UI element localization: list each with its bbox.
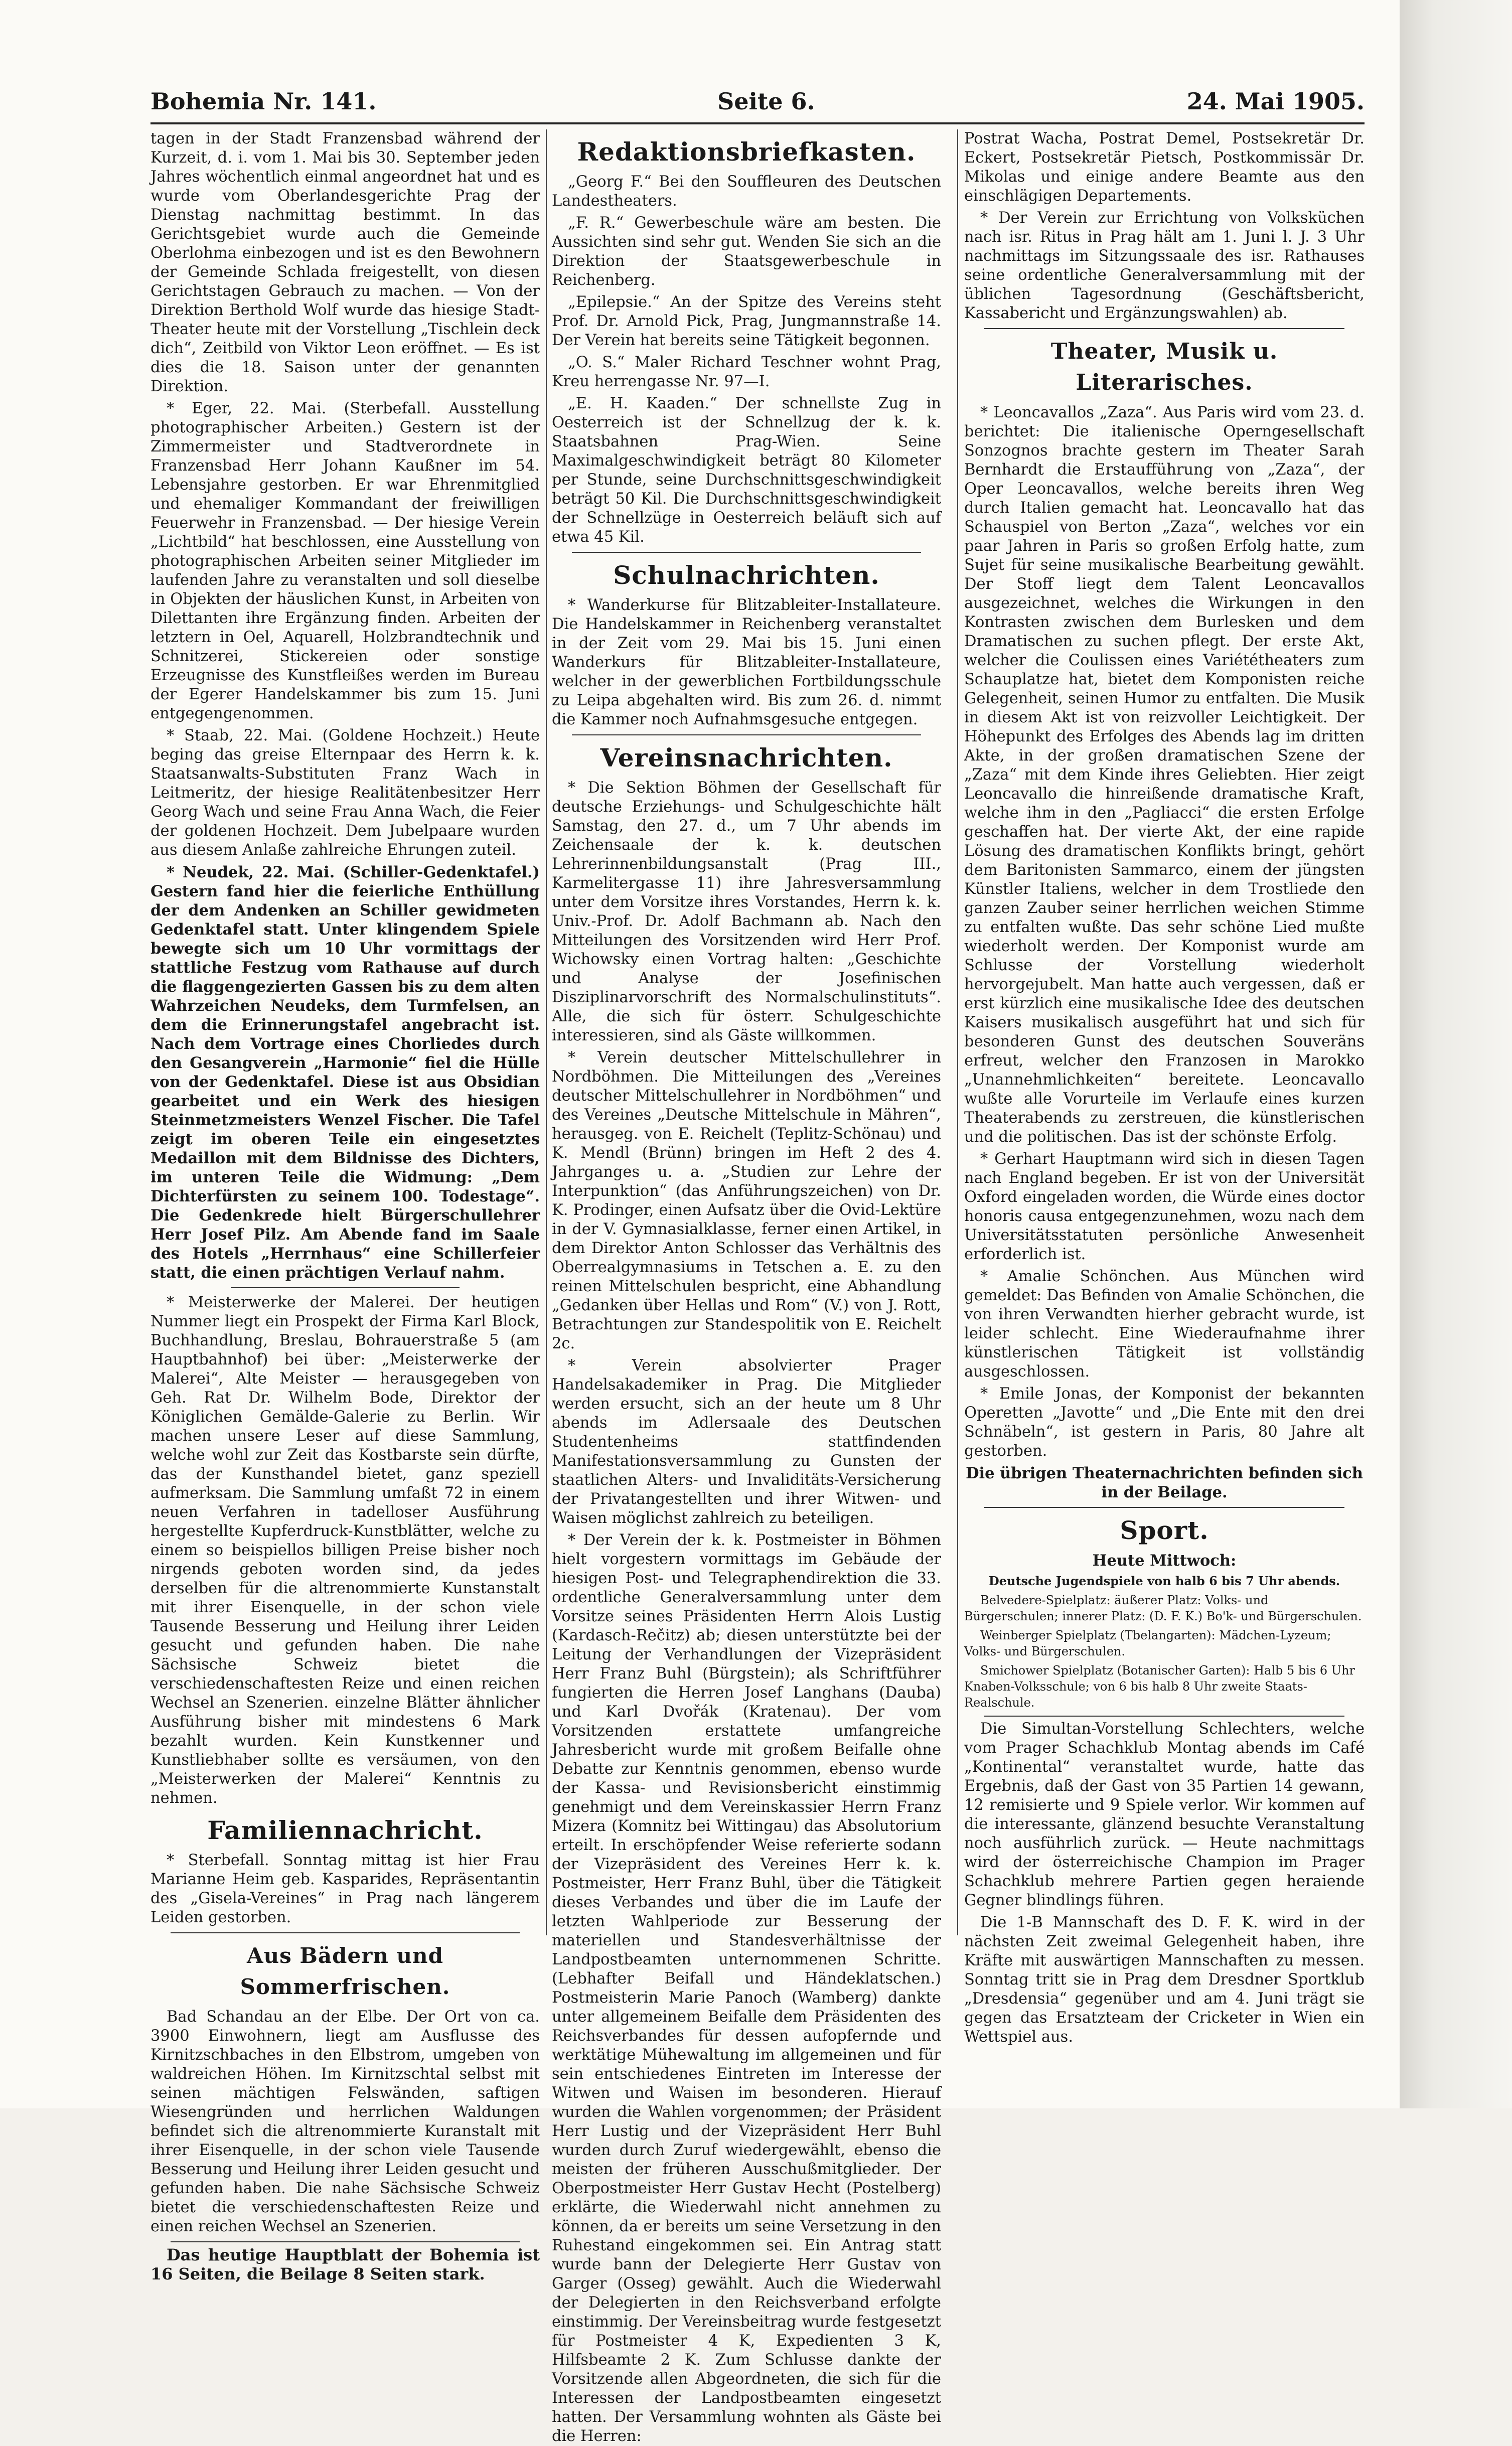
article-dfk: Die 1-B Mannschaft des D. F. K. wird in der nächsten Zeit zweimal Gelegenheit haben, ihre Kräfte mit auswärtigen Mannschaften zu messen. Sonntag tritt sie in Prag dem Dresdner Sportklub „Dresdensia“ gegenüber und am 4. Juni trägt sie gegen das Ersatzteam der Cricketer in Wien ein Wettspiel aus. (964, 1914, 1365, 2046)
sport-listing: Deutsche Jugendspiele von halb 6 bis 7 Uhr abends. (988, 1574, 1340, 1588)
column-1 (150, 129, 540, 2283)
article-schoenchen: * Amalie Schönchen. Aus München wird gemeldet: Das Befinden von Amalie Schönchen, die von ihren Verwandten hierher gebracht wurde, ist leider schlecht. Eine Wiederaufnahme ihrer künstlerischen Tätigkeit ist vollständig ausgeschlossen. (964, 1268, 1365, 1381)
article-neudek: * Neudek, 22. Mai. (Schiller-Gedenktafel.) Gestern fand hier die feierliche Enthüllung der dem Andenken an Schiller gewidmeten Gedenktafel statt. Unter klingendem Spiele bewegte sich um 10 Uhr vormittags der stattliche Festzug vom Rathause auf durch die flaggengezierten Gassen bis zu dem alten Wahrzeichen Neudeks, dem Turmfelsen, an dem die Erinnerungstafel angebracht ist. Nach dem Vortrage eines Chorliedes durch den Gesangverein „Harmonie“ fiel die Hülle von der Gedenktafel. Diese ist aus Obsidian gearbeitet und ein Werk des hiesigen Steinmetzmeisters Wenzel Fischer. Die Tafel zeigt im oberen Teile ein eingesetztes Medaillon mit dem Bildnisse des Dichters, im unteren Teile die Widmung: „Dem Dichterfürsten zu seinem 100. Todestage“. Die Gedenkrede hielt Bürgerschullehrer Herr Josef Pilz. Am Abende fand im Saale des Hotels „Herrnhaus“ eine Schillerfeier statt, die einen prächtigen Verlauf nahm. (150, 863, 540, 1282)
letter-reply: „E. H. Kaaden.“ Der schnellste Zug in Oesterreich ist der Schnellzug der k. k. Staatsbahnen Prag-Wien. Seine Maximalgeschwindigkeit beträgt 80 Kilometer per Stunde, seine Durchschnittsgeschwindigkeit beträgt 50 Kil. Die Durchschnittsgeschwindigkeit der Schnellzüge in Oesterreich beläuft sich auf etwa 45 Kil. (552, 395, 941, 546)
section-heading-theater: Theater, Musik u. Literarisches. (1050, 339, 1278, 395)
letter-reply: „F. R.“ Gewerbeschule wäre am besten. Die Aussichten sind sehr gut. Wenden Sie sich an die Direktion der Staatsgewerbeschule in Reichenberg. (552, 214, 941, 289)
section-heading-schulnachrichten: Schulnachrichten. (613, 560, 880, 590)
page-count-notice: Das heutige Hauptblatt der Bohemia ist 16 Seiten, die Beilage 8 Seiten stark. (150, 2245, 540, 2283)
page-edge-shadow (1400, 0, 1512, 2108)
letter-reply: „Epilepsie.“ An der Spitze des Vereins steht Prof. Dr. Arnold Pick, Prag, Jungmannstraße 14. Der Verein hat bereits seine Tätigkeit begonnen. (552, 293, 941, 349)
letter-reply: „O. S.“ Maler Richard Teschner wohnt Prag, Kreu herrengasse Nr. 97—I. (552, 354, 941, 390)
sport-listing: Smichower Spielplatz (Botanischer Garten): Halb 5 bis 6 Uhr Knaben-Volksschule; von 6 bis halb 8 Uhr zweite Staats-Realschule. (964, 1663, 1355, 1710)
section-heading-baeder: Aus Bädern und Sommerfrischen. (240, 1943, 450, 1999)
article-handelsakademiker: * Verein absolvierter Prager Handelsakademiker in Prag. Die Mitglieder werden ersucht, sich an der heute um 8 Uhr abends im Adlersaale des Deutschen Studentenheims stattfindenden Manifestationsversammlung zu Gunsten der staatlichen Alters- und Invaliditäts-Versicherung der Privatangestellten und ihrer Witwen- und Waisen möglichst zahlreich zu beteiligen. (552, 1357, 941, 1527)
article-jonas: * Emile Jonas, der Komponist der bekannten Operetten „Javotte“ und „Die Ente mit den drei Schnäbeln“, ist gestern in Paris, 80 Jahre alt gestorben. (964, 1385, 1365, 1460)
article-text: Postrat Wacha, Postrat Demel, Postsekretär Dr. Eckert, Postsekretär Pietsch, Postkommissär Dr. Mikolas und einige andere Beamte aus den einschlägigen Departements. (964, 130, 1365, 205)
article-wanderkurse: * Wanderkurse für Blitzableiter-Installateure. Die Handelskammer in Reichenberg veranstaltet in der Zeit vom 29. Mai bis 15. Juni einen Wanderkurs für Blitzableiter-Installateure, welcher in der gewerblichen Fortbildungsschule zu Leipa abgehalten wird. Bis zum 26. d. nimmt die Kammer noch Aufnahmsgesuche entgegen. (552, 596, 941, 728)
divider (572, 734, 921, 735)
section-heading-vereinsnachrichten: Vereinsnachrichten. (600, 743, 893, 773)
article-bad-schandau: Bad Schandau an der Elbe. Der Ort von ca. 3900 Einwohnern, liegt am Ausflusse des Kirnitzschbaches in den Elbstrom, umgeben von waldreichen Höhen. Im Kirnitzschtal selbst mit seinen mächtigen Felswänden, saftigen Wiesengründen und herrlichen Waldungen befindet sich die altrenommierte Kuranstalt mit ihrer Eisenquelle, in der schon viele Tausende Besserung und Heilung ihrer Leiden gesucht und gefunden haben. Die nahe Sächsische Schweiz bietet die verschiedenschaftesten Reize und einen reichen Wechsel an Szenerien. (150, 2008, 540, 2235)
divider (984, 1507, 1344, 1508)
section-heading-redaktionsbriefkasten: Redaktionsbriefkasten. (577, 137, 916, 167)
article-simultan: Die Simultan-Vorstellung Schlechters, welche vom Prager Schachklub Montag abends im Café „Kontinental“ veranstaltet wurde, hatte das Ergebnis, daß der Gast von 35 Partien 14 gewann, 12 remisierte und 9 Spiele verlor. Wir kommen auf die interessante, glänzend besuchte Veranstaltung noch ausführlich zurück. — Heute nachmittags wird der österreichische Champion im Prager Schachklub mehrere Partien gegen heraiende Gegner blindlings führen. (964, 1720, 1365, 1909)
article-eger: * Eger, 22. Mai. (Sterbefall. Ausstellung photographischer Arbeiten.) Gestern ist der Zimmermeister und Stadtverordnete in Franzensbad Herr Johann Kaußner im 54. Lebensjahre gestorben. Er war Ehrenmitglied und ehemaliger Kommandant der freiwilligen Feuerwehr in Franzensbad. — Der hiesige Verein „Lichtbild“ hat beschlossen, eine Ausstellung von photographischen Arbeiten seiner Mitglieder im laufenden Jahre zu veranstalten und soll dieselbe in Objekten der häuslichen Kunst, in Arbeiten von Dilettanten ihre Ergänzung finden. Arbeiten der letztern in Oel, Aquarell, Holzbrandtechnik und Schnitzerei, Stickereien oder sonstige Erzeugnisse des Kunstfleißes werden im Bureau der Egerer Handelskammer bis zum 15. Juni entgegengenommen. (150, 400, 540, 722)
section-heading-familiennachricht: Familiennachricht. (207, 1815, 483, 1845)
theater-notice: Die übrigen Theaternachrichten befinden sich in der Beilage. (966, 1464, 1363, 1501)
article-hauptmann: * Gerhart Hauptmann wird sich in diesen Tagen nach England begeben. Er ist von der Universität Oxford eingeladen worden, die Würde eines doctor honoris causa entgegenzunehmen, wozu nach dem Universitätsstatuten persönliche Anwesenheit erforderlich ist. (964, 1150, 1365, 1263)
article-mittelschullehrer: * Verein deutscher Mittelschullehrer in Nordböhmen. Die Mitteilungen des „Vereines deutscher Mittelschullehrer in Nordböhmen“ und des Vereines „Deutsche Mittelschule in Mähren“, herausgeg. von E. Reichelt (Teplitz-Schönau) und K. Mendl (Brünn) bringen im Heft 2 des 4. Jahrganges u. a. „Studien zur Lehre der Interpunktion“ (das Anführungszeichen) von Dr. K. Prodinger, einen Aufsatz über die Ovid-Lektüre in der V. Gymnasialklasse, ferner einen Artikel, in dem Direktor Anton Schlosser das Verhältnis des Oberrealgymnasiums in Tetschen a. E. zu den reinen Mittelschulen bespricht, eine Abhandlung „Gedanken über Hellas und Rom“ (V.) von J. Rott, Betrachtungen zur Standespolitik von E. Reichelt 2c. (552, 1049, 941, 1352)
divider (171, 2241, 520, 2242)
divider (231, 1287, 460, 1288)
divider (984, 328, 1344, 329)
letter-reply: „Georg F.“ Bei den Souffleuren des Deutschen Landestheaters. (552, 173, 941, 210)
divider (171, 1932, 520, 1933)
article-sterbefall: * Sterbefall. Sonntag mittag ist hier Frau Marianne Heim geb. Kasparides, Repräsentantin des „Gisela-Vereines“ in Prag nach längerem Leiden gestorben. (150, 1852, 540, 1926)
article-staab: * Staab, 22. Mai. (Goldene Hochzeit.) Heute beging das greise Elternpaar des Herrn k. k. Staatsanwalts-Substituten Franz Wach in Leitmeritz, der hiesige Realitätenbesitzer Herr Georg Wach und seine Frau Anna Wach, die Feier der goldenen Hochzeit. Dem Jubelpaare wurden aus diesem Anlaße zahlreiche Ehrungen zuteil. (150, 727, 540, 859)
header-date: 24. Mai 1905. (1186, 88, 1365, 115)
divider (572, 552, 921, 553)
header-publication: Bohemia Nr. 141. (150, 88, 377, 115)
article-text: tagen in der Stadt Franzensbad während der Kurzeit, d. i. vom 1. Mai bis 30. September jeden Jahres wöchentlich einmal angeordnet hat und es wurde vom Oberlandesgerichte Prag der Dienstag nachmittag bestimmt. In das Gerichtsgebiet wurde auch die Gemeinde Oberlohma einbezogen und ist es den Bewohnern der Gemeinde Schlada freigestellt, von diesen Gerichtstagen Gebrauch zu machen. — Von der Direktion Berthold Wolf wurde das hiesige Stadt-Theater heute mit der Vorstellung „Tischlein deck dich“, Zeitbild von Viktor Leon eröffnet. — Es ist dies die 18. Saison unter der genannten Direktion. (150, 130, 540, 395)
column-3 (964, 129, 1365, 2096)
sport-subheading: Heute Mittwoch: (1092, 1552, 1237, 1570)
column-divider (957, 129, 958, 1935)
article-postmeister: * Der Verein der k. k. Postmeister in Böhmen hielt vorgestern vormittags im Gebäude der hiesigen Post- und Telegraphendirektion die 33. ordentliche Generalversammlung unter dem Vorsitze seines Präsidenten Herrn Alois Lustig (Kardasch-Rečitz) ab; diesen unterstützte bei der Leitung der Verhandlungen der Vizepräsident Herr Franz Buhl (Bürgstein); als Schriftführer fungierten die Herren Josef Langhans (Dauba) und Karl Dvořák (Kratenau). Der vom Vorsitzenden erstattete umfangreiche Jahresbericht wurde mit großem Beifalle ohne Debatte zur Kenntnis genommen, ebenso wurde der Kassa- und Revisionsbericht einstimmig genehmigt und dem Vereinskassier Herrn Franz Mizera (Komnitz bei Wittingau) das Absolutorium erteilt. In erschöpfender Weise referierte sodann der Vizepräsident des Vereines Herr k. k. Postmeister, Herr Franz Buhl, über die Tätigkeit dieses Verbandes und über die im Laufe der letzten Wahlperiode zur Besserung der materiellen und Standesverhältnisse der Landpostbeamten unternommenen Schritte. (Lebhafter Beifall und Händeklatschen.) Postmeisterin Marie Panoch (Wamberg) dankte unter allgemeinem Beifalle dem Präsidenten des Reichsverbandes für dessen aufopfernde und werktätige Mühewaltung im allgemeinen und für sein entschiedenes Eintreten im Interesse der Witwen und Waisen im besonderen. Hierauf wurden die Wahlen vorgenommen; der Präsident Herr Lustig und der Vizepräsident Herr Buhl wurden durch Zuruf wiedergewählt, ebenso die meisten der früheren Ausschußmitglieder. Der Oberpostmeister Herr Gustav Hecht (Postelberg) erklärte, die Wiederwahl nicht annehmen zu können, da er bereits um seine Versetzung in den Ruhestand eingekommen sei. Ein Antrag statt wurde bann der Delegierte Herr Gustav von Garger (Osseg) gewählt. Auch die Wiederwahl der Delegierten in den Reichsverband erfolgte einstimmig. Der Vereinsbeitrag wurde festgesetzt für Postmeister 4 K, Expedienten 3 K, Hilfsbeamte 2 K. Zum Schlusse dankte der Vorsitzende allen Abgeordneten, die sich für die Interessen der Landpostbeamten eingesetzt hatten. Der Versammlung wohnten als Gäste bei die Herren: (552, 1532, 941, 2445)
header-page-number: Seite 6. (717, 88, 815, 115)
section-heading-sport: Sport. (1120, 1515, 1209, 1545)
column-divider (546, 129, 547, 1935)
article-volkskuechen: * Der Verein zur Errichtung von Volksküchen nach isr. Ritus in Prag hält am 1. Juni l. J. 3 Uhr nachmittags im Sitzungssaale des isr. Rathauses seine ordentliche Generalversammlung mit der üblichen Tagesordnung (Geschäftsbericht, Kassabericht und Ergänzungswahlen) ab. (964, 209, 1365, 322)
divider (984, 1716, 1344, 1717)
sport-listing: Belvedere-Spielplatz: äußerer Platz: Volks- und Bürgerschulen; innerer Platz: (D. F. K.) Bo'k- und Bürgerschulen. (964, 1593, 1362, 1623)
column-2 (552, 129, 941, 2445)
article-leoncavallo: * Leoncavallos „Zaza“. Aus Paris wird vom 23. d. berichtet: Die italienische Operngesellschaft Sonzognos brachte gestern im Theater Sarah Bernhardt die Erstaufführung von „Zaza“, der Oper Leoncavallos, welche bereits ihren Weg durch Italien gemacht hat. Leoncavallo hat das Schauspiel von Berton „Zaza“, welches vor ein paar Jahren in Paris so großen Erfolg hatte, zum Sujet für seine musikalische Bearbeitung gewählt. Der Stoff liegt dem Talent Leoncavallos ausgezeichnet, welches die Wirkungen in den Kontrasten zwischen dem Burlesken und dem Dramatischen zu suchen pflegt. Der erste Akt, welcher die Coulissen eines Variététheaters zum Schauplatze hat, bietet dem Komponisten reiche Gelegenheit, seinen Humor zu entfalten. Die Musik in diesem Akt ist von reizvoller Leichtigkeit. Der Höhepunkt des Erfolges des Abends lag im dritten Akte, in der großen dramatischen Szene der „Zaza“ mit dem Kinde ihres Geliebten. Hier zeigt Leoncavallo die hinreißende dramatische Kraft, welche ihm in den „Pagliacci“ die ersten Erfolge geschaffen hat. Der vierte Akt, der eine rapide Lösung des dramatischen Konflikts bringt, gehört dem Baritonisten Sammarco, einem der jüngsten Künstler Italiens, welcher in dem Trostliede den ganzen Zauber seiner herrlichen weichen Stimme zu entfalten wußte. Das sehr schöne Lied mußte wiederholt werden. Der Komponist wurde am Schlusse der Vorstellung wiederholt hervorgejubelt. Man hatte auch vergessen, daß er erst kürzlich eine musikalische Idee des deutschen Kaisers musikalisch ausgeführt hat und sich für besonderen Gunst des deutschen Souveräns erfreut, welcher den Franzosen in Marokko „Unannehmlichkeiten“ bereitete. Leoncavallo wußte alle Vorurteile im Verlaufe eines kurzen Theaterabends zu zerstreuen, die künstlerischen und die politischen. Das ist der schönste Erfolg. (964, 404, 1365, 1146)
header-rule (150, 122, 1365, 124)
article-meisterwerke: * Meisterwerke der Malerei. Der heutigen Nummer liegt ein Prospekt der Firma Karl Block, Buchhandlung, Breslau, Bohrauerstraße 5 (am Hauptbahnhof) bei über: „Meisterwerke der Malerei“, Alte Meister — herausgegeben von Geh. Rat Dr. Wilhelm Bode, Direktor der Königlichen Gemälde-Galerie zu Berlin. Wir machen unsere Leser auf diese Sammlung, welche wohl zur Zeit das Kostbarste sein dürfte, das der Kunsthandel bietet, ganz speziell aufmerksam. Die Sammlung umfaßt 72 in einem neuen Verfahren in tadelloser Ausführung hergestellte Kupferdruck-Kunstblätter, welche zu einem so beispiellos billigen Preise bisher noch nirgends geboten worden sind, da jedes derselben für die altrenommierte Kunstanstalt mit ihrer Eisenquelle, in der schon viele Tausende Besserung und Heilung ihrer Leiden gesucht und gefunden haben. Die nahe Sächsische Schweiz bietet die verschiedenschaftesten Reize und einen reichen Wechsel an Szenerien. einzelne Blätter ähnlicher Ausführung bisher mit mindestens 6 Mark bezahlt wurden. Kein Kunstkenner und Kunstliebhaber sollte es versäumen, von den „Meisterwerken der Malerei“ Kenntnis zu nehmen. (150, 1294, 540, 1807)
sport-listing: Weinberger Spielplatz (Tbelangarten): Mädchen-Lyzeum; Volks- und Bürgerschulen. (964, 1628, 1331, 1658)
page-header (150, 88, 1365, 118)
article-sektion-boehmen: * Die Sektion Böhmen der Gesellschaft für deutsche Erziehungs- und Schulgeschichte hält Samstag, den 27. d., um 7 Uhr abends im Zeichensaale der k. k. deutschen Lehrerinnenbildungsanstalt (Prag III., Karmelitergasse 11) ihre Jahresversammlung unter dem Vorsitze ihres Vorstandes, Herrn k. k. Univ.-Prof. Dr. Adolf Bachmann ab. Nach den Mitteilungen des Vorsitzenden wird Herr Prof. Wichowsky einen Vortrag halten: „Geschichte und Analyse der Josefinischen Disziplinarvorschrift des Normalschulinstituts“. Alle, die sich für österr. Schulgeschichte interessieren, sind als Gäste willkommen. (552, 779, 941, 1044)
